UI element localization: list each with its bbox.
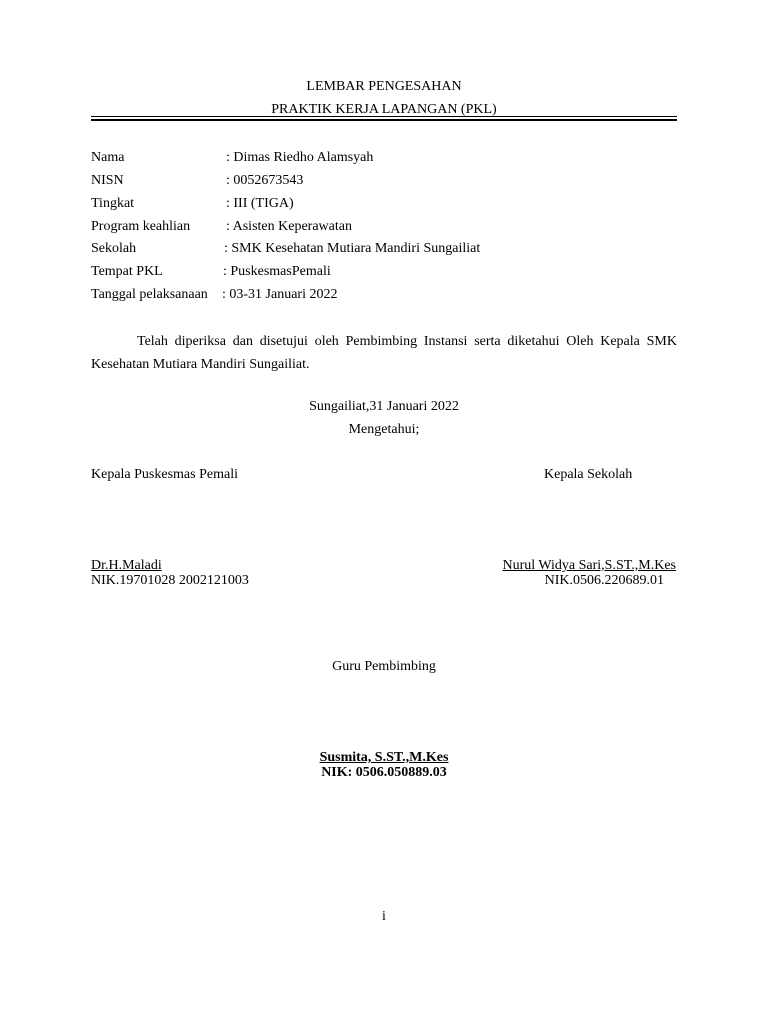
field-value-nisn: : 0052673543	[226, 173, 304, 188]
title-rule-thin	[91, 116, 677, 117]
field-value-tanggal: : 03-31 Januari 2022	[222, 287, 338, 302]
field-label-nama: Nama	[91, 150, 125, 165]
supervisor-name: Susmita, S.ST.,M.Kes	[319, 750, 449, 765]
approval-paragraph: Telah diperiksa dan disetujui oleh Pembimbing Instansi serta diketahui Oleh Kepala SMK Kesehatan Mutiara Mandiri Sungailiat.	[91, 334, 677, 372]
document-title: LEMBAR PENGESAHAN	[306, 79, 462, 94]
field-label-tingkat: Tingkat	[91, 196, 135, 211]
field-value-tingkat: : III (TIGA)	[226, 196, 294, 211]
right-signatory-role: Kepala Sekolah	[544, 467, 633, 482]
field-value-program: : Asisten Keperawatan	[226, 219, 352, 234]
field-label-program: Program keahlian	[91, 219, 191, 234]
field-label-tempat: Tempat PKL	[91, 264, 163, 279]
field-value-nama: : Dimas Riedho Alamsyah	[226, 150, 374, 165]
left-signatory-name: Dr.H.Maladi	[91, 558, 162, 573]
page-number: i	[382, 909, 386, 924]
title-rule-thick	[91, 119, 677, 121]
document-subtitle: PRAKTIK KERJA LAPANGAN (PKL)	[271, 102, 497, 117]
field-value-sekolah: : SMK Kesehatan Mutiara Mandiri Sungailiat	[224, 241, 481, 256]
field-label-nisn: NISN	[91, 173, 124, 188]
supervisor-role: Guru Pembimbing	[332, 659, 436, 674]
left-signatory-id: NIK.19701028 2002121003	[91, 573, 249, 588]
field-label-tanggal: Tanggal pelaksanaan	[91, 287, 208, 302]
acknowledged-label: Mengetahui;	[348, 422, 420, 437]
field-value-tempat: : PuskesmasPemali	[223, 264, 331, 279]
supervisor-id: NIK: 0506.050889.03	[321, 765, 447, 780]
right-signatory-name: Nurul Widya Sari,S.ST.,M.Kes	[502, 558, 676, 573]
right-signatory-id: NIK.0506.220689.01	[544, 573, 664, 588]
left-signatory-role: Kepala Puskesmas Pemali	[91, 467, 238, 482]
place-date: Sungailiat,31 Januari 2022	[309, 399, 459, 414]
field-label-sekolah: Sekolah	[91, 241, 137, 256]
